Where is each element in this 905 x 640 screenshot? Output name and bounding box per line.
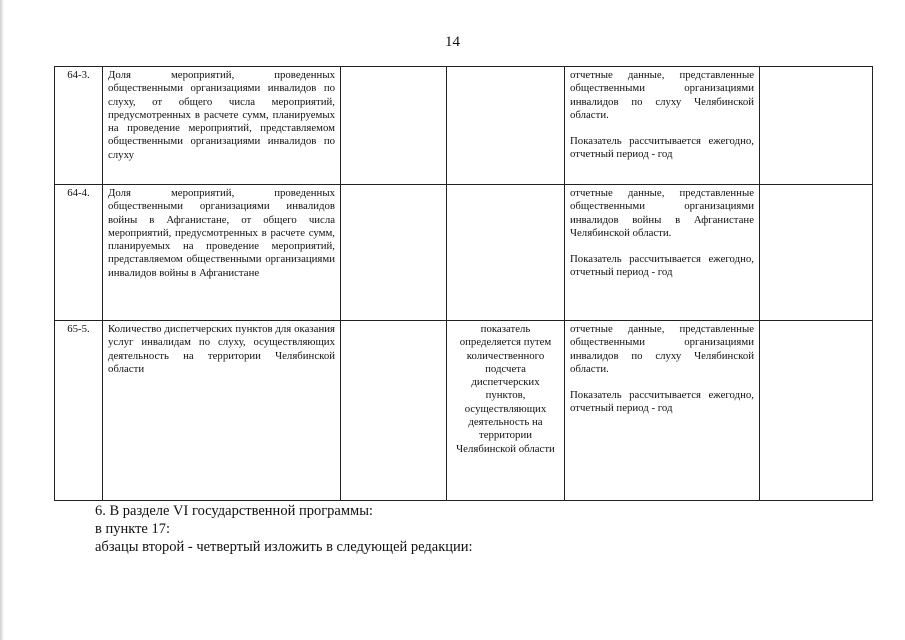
unit-cell [341, 185, 447, 321]
table-row [55, 67, 873, 185]
indicator-table [54, 66, 873, 501]
row-number: 65-5. [55, 321, 103, 501]
table-row [55, 185, 873, 321]
source-text: отчетные данные, представленные общественными организациями инвалидов войны в Афганистане Челябинской области. [570, 187, 754, 239]
indicator-name: Количество диспетчерских пунктов для оказания услуг инвалидам по слуху, осуществляющих деятельность на территории Челябинской области [103, 321, 341, 501]
paragraph-clause-17: в пункте 17: [95, 521, 171, 537]
row-number: 64-4. [55, 185, 103, 321]
unit-cell [341, 67, 447, 185]
periodicity-text: Показатель рассчитывается ежегодно, отчетный период - год [570, 135, 754, 161]
unit-cell [341, 321, 447, 501]
source-text: отчетные данные, представленные общественными организациями инвалидов по слуху Челябинской области. [570, 323, 754, 375]
periodicity-text: Показатель рассчитывается ежегодно, отчетный период - год [570, 389, 754, 415]
paragraph-section-6: 6. В разделе VI государственной программы: [95, 503, 373, 519]
extra-cell [760, 67, 873, 185]
method-cell [447, 67, 565, 185]
table-row [55, 321, 873, 501]
indicator-name: Доля мероприятий, проведенных общественными организациями инвалидов по слуху, от общего числа мероприятий, предусмотренных в расчете сумм, планируемых на проведение мероприятий, представляемом общественными организациями инвалидов по слуху [103, 67, 341, 185]
page-number: 14 [445, 34, 460, 50]
source-cell [565, 185, 760, 321]
paragraph-instruction: абзацы второй - четвертый изложить в следующей редакции: [95, 539, 473, 555]
source-text: отчетные данные, представленные общественными организациями инвалидов по слуху Челябинской области. [570, 69, 754, 121]
row-number: 64-3. [55, 67, 103, 185]
method-cell [447, 185, 565, 321]
extra-cell [760, 321, 873, 501]
source-cell [565, 321, 760, 501]
indicator-name: Доля мероприятий, проведенных общественными организациями инвалидов войны в Афганистане, от общего числа мероприятий, предусмотренных в расчете сумм, планируемых на проведение мероприятий, представляемом общественными организациями инвалидов войны в Афганистане [103, 185, 341, 321]
extra-cell [760, 185, 873, 321]
source-cell [565, 67, 760, 185]
periodicity-text: Показатель рассчитывается ежегодно, отчетный период - год [570, 253, 754, 279]
page-edge-shadow [0, 0, 4, 640]
method-cell: показатель определяется путем количественного подсчета диспетчерских пунктов, осуществляющих деятельность на территории Челябинской области [447, 321, 565, 501]
